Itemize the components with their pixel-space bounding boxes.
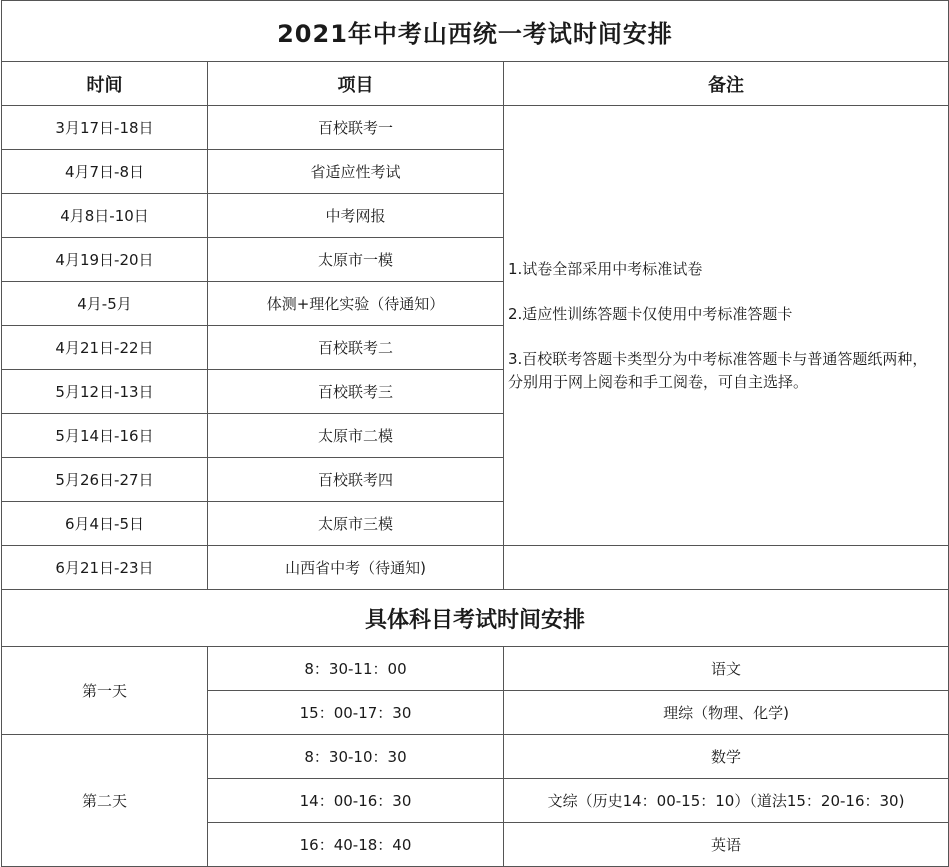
schedule-time: 6月4日-5日 <box>2 502 208 546</box>
schedule-time: 5月12日-13日 <box>2 370 208 414</box>
session-time: 15：00-17：30 <box>208 691 504 735</box>
schedule-time: 6月21日-23日 <box>2 546 208 590</box>
schedule-item: 百校联考三 <box>208 370 504 414</box>
section-subtitle: 具体科目考试时间安排 <box>2 590 949 647</box>
schedule-time: 5月26日-27日 <box>2 458 208 502</box>
session-time: 16：40-18：40 <box>208 823 504 867</box>
empty-note-cell <box>504 546 949 590</box>
schedule-item: 山西省中考（待通知) <box>208 546 504 590</box>
table-row <box>2 647 949 691</box>
column-header-note: 备注 <box>504 62 949 106</box>
table-row <box>2 106 949 150</box>
schedule-time: 4月7日-8日 <box>2 150 208 194</box>
session-time: 8：30-10：30 <box>208 735 504 779</box>
schedule-time: 3月17日-18日 <box>2 106 208 150</box>
note-item: 1.试卷全部采用中考标准试卷 <box>508 259 703 278</box>
note-item: 2.适应性训练答题卡仅使用中考标准答题卡 <box>508 304 793 323</box>
schedule-time: 4月21日-22日 <box>2 326 208 370</box>
day-label: 第一天 <box>2 647 208 735</box>
table-row <box>2 546 949 590</box>
session-time: 8：30-11：00 <box>208 647 504 691</box>
schedule-item: 太原市一模 <box>208 238 504 282</box>
column-header-time: 时间 <box>2 62 208 106</box>
schedule-time: 4月-5月 <box>2 282 208 326</box>
session-subject: 文综（历史14：00-15：10）（道法15：20-16：30) <box>504 779 949 823</box>
session-subject: 语文 <box>504 647 949 691</box>
schedule-time: 5月14日-16日 <box>2 414 208 458</box>
schedule-item: 太原市二模 <box>208 414 504 458</box>
page-title: 2021年中考山西统一考试时间安排 <box>2 1 949 62</box>
column-header-item: 项目 <box>208 62 504 106</box>
schedule-item: 百校联考一 <box>208 106 504 150</box>
table-row <box>2 735 949 779</box>
day-label: 第二天 <box>2 735 208 867</box>
schedule-time: 4月8日-10日 <box>2 194 208 238</box>
schedule-item: 百校联考四 <box>208 458 504 502</box>
session-time: 14：00-16：30 <box>208 779 504 823</box>
exam-schedule-table <box>1 0 949 867</box>
schedule-time: 4月19日-20日 <box>2 238 208 282</box>
schedule-item: 体测+理化实验（待通知） <box>208 282 504 326</box>
note-item: 3.百校联考答题卡类型分为中考标准答题卡与普通答题纸两种，分别用于网上阅卷和手工阅卷，可自主选择。 <box>508 349 928 391</box>
schedule-item: 百校联考二 <box>208 326 504 370</box>
session-subject: 数学 <box>504 735 949 779</box>
schedule-item: 中考网报 <box>208 194 504 238</box>
session-subject: 英语 <box>504 823 949 867</box>
schedule-item: 省适应性考试 <box>208 150 504 194</box>
notes-cell <box>504 106 949 546</box>
session-subject: 理综（物理、化学) <box>504 691 949 735</box>
schedule-item: 太原市三模 <box>208 502 504 546</box>
